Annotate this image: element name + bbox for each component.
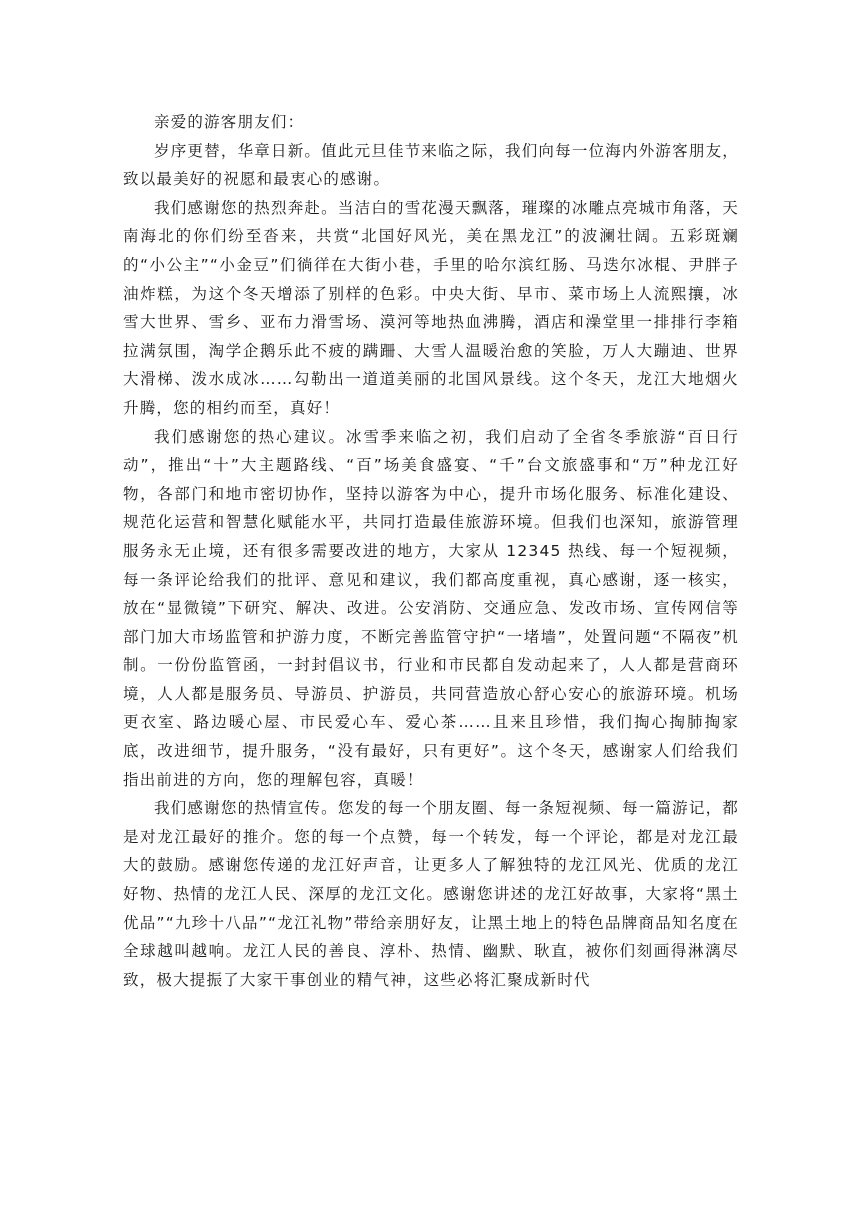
letter-body — [123, 108, 739, 994]
paragraph-thanks-for-suggestions: 我们感谢您的热心建议。冰雪季来临之初，我们启动了全省冬季旅游“百日行动”，推出“十”大主题路线、“百”场美食盛宴、“千”台文旅盛事和“万”种龙江好物，各部门和地市密切协作，坚持以游客为中心，提升市场化服务、标准化建设、规范化运营和智慧化赋能水平，共同打造最佳旅游环境。但我们也深知，旅游管理服务永无止境，还有很多需要改进的地方，大家从 12345 热线、每一个短视频，每一条评论给我们的批评、意见和建议，我们都高度重视，真心感谢，逐一核实，放在“显微镜”下研究、解决、改进。公安消防、交通应急、发改市场、宣传网信等部门加大市场监管和护游力度，不断完善监管守护“一堵墙”，处置问题“不隔夜”机制。一份份监管函，一封封倡议书，行业和市民都自发动起来了，人人都是营商环境，人人都是服务员、导游员、护游员，共同营造放心舒心安心的旅游环境。机场更衣室、路边暖心屋、市民爱心车、爱心茶……且来且珍惜，我们掏心掏肺掏家底，改进细节，提升服务，“没有最好，只有更好”。这个冬天，感谢家人们给我们指出前进的方向，您的理解包容，真暖！ — [123, 427, 739, 789]
paragraph-thanks-for-visiting: 我们感谢您的热烈奔赴。当洁白的雪花漫天飘落，璀璨的冰雕点亮城市角落，天南海北的你们纷至沓来，共赏“北国好风光，美在黑龙江”的波澜壮阔。五彩斑斓的“小公主”“小金豆”们徜徉在大街小巷，手里的哈尔滨红肠、马迭尔冰棍、尹胖子油炸糕，为这个冬天增添了别样的色彩。中央大街、早市、菜市场上人流熙攘，冰雪大世界、雪乡、亚布力滑雪场、漠河等地热血沸腾，酒店和澡堂里一排排行李箱拉满氛围，淘学企鹅乐此不疲的蹒跚、大雪人温暖治愈的笑脸，万人大蹦迪、世界大滑梯、泼水成冰……勾勒出一道道美丽的北国风景线。这个冬天，龙江大地烟火升腾，您的相约而至，真好！ — [123, 198, 739, 417]
letter-greeting: 亲爱的游客朋友们： — [154, 113, 305, 131]
paragraph-new-year-wishes: 岁序更替，华章日新。值此元旦佳节来临之际，我们向每一位海内外游客朋友，致以最美好的祝愿和最衷心的感谢。 — [123, 141, 739, 189]
paragraph-thanks-for-promotion: 我们感谢您的热情宣传。您发的每一个朋友圈、每一条短视频、每一篇游记，都是对龙江最好的推介。您的每一个点赞，每一个转发，每一个评论，都是对龙江最大的鼓励。感谢您传递的龙江好声音，让更多人了解独特的龙江风光、优质的龙江好物、热情的龙江人民、深厚的龙江文化。感谢您讲述的龙江好故事，大家将“黑土优品”“九珍十八品”“龙江礼物”带给亲朋好友，让黑土地上的特色品牌商品知名度在全球越叫越响。龙江人民的善良、淳朴、热情、幽默、耿直，被你们刻画得淋漓尽致，极大提振了大家干事创业的精气神，这些必将汇聚成新时代 — [123, 799, 739, 989]
